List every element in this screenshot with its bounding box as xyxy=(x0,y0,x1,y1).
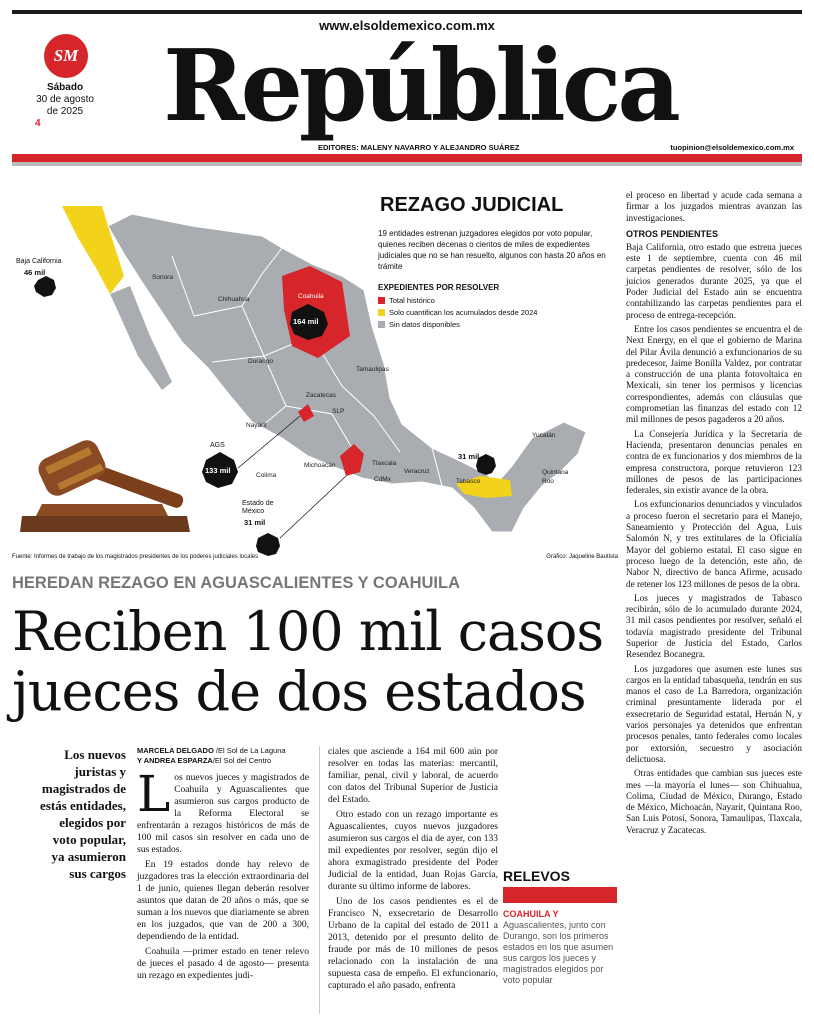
map-label-yucatan: Yucatán xyxy=(532,432,556,439)
red-rule xyxy=(12,154,802,162)
article-kicker: HEREDAN REZAGO EN AGUASCALIENTES Y COAHUILA xyxy=(12,574,460,592)
site-url[interactable]: www.elsoldemexico.com.mx xyxy=(319,18,495,33)
column-divider xyxy=(319,746,320,1014)
map-label-chihuahua: Chihuahua xyxy=(218,296,250,303)
map-label-nayarit: Nayarit xyxy=(246,422,267,429)
red-swatch xyxy=(378,297,385,304)
map-label-tamaulipas: Tamaulipas xyxy=(356,366,389,373)
opinion-email[interactable]: tuopinion@elsoldemexico.com.mx xyxy=(670,143,794,152)
legend-item-sin-datos xyxy=(378,320,460,329)
callout-bc-name: Baja California xyxy=(16,258,62,265)
legend-item-total xyxy=(378,296,435,305)
drop-cap: L xyxy=(137,765,171,823)
map-label-zacatecas: Zacatecas xyxy=(306,392,336,399)
rezago-infographic xyxy=(12,186,618,564)
paragraph: En 19 estados donde hay relevo de juzgadores tras la elección extraordinaria del 1 de junio, quienes llegan deberán resolver asuntos que datan de 20 años o más, que se suman a los nuevos que diariamente se abren en los juzgados, que van de 200 a 300, dependiendo de la entidad. xyxy=(137,860,309,942)
issue-year: de 2025 xyxy=(46,106,84,117)
paragraph: Coahuila —primer estado en tener relevo de jueces el pasado 4 de agosto— presenta un rezago en expedientes judi- xyxy=(137,947,309,981)
map-label-quintana-roo: Quintana Roo xyxy=(542,469,569,485)
section-masthead: República xyxy=(163,29,677,144)
map-label-durango: Durango xyxy=(248,358,273,365)
paragraph: Otro estado con un rezago importante es Aguascalientes, cuyos nuevos juzgadores asumieron sus cargos el día de ayer, con 133 mil expedientes por resolver, según dijo el ahora exmagistrado presidente del Poder Judicial de la entidad, Juan Rojas García, durante su último informe de labores. xyxy=(328,810,498,892)
baja-california-region xyxy=(62,206,124,294)
paragraph: os nuevos jueces y magistrados de Coahuila y Aguascalientes que asumieron sus cargos producto de la Reforma Electoral se enfrentarán a rezagos históricos de más de 100 mil casos sin resolver en cada uno de sus estados. xyxy=(137,773,309,855)
page-number: 4 xyxy=(35,118,41,129)
issue-day: Sábado xyxy=(46,82,84,93)
relevos-text xyxy=(503,903,617,986)
subheading-otros-pendientes: OTROS PENDIENTES xyxy=(626,228,719,239)
gavel-icon xyxy=(20,436,190,532)
legend-label: Sin datos disponibles xyxy=(389,320,460,329)
callout-tabasco-value: 31 mil xyxy=(458,452,480,461)
legend-item-acumulados xyxy=(378,308,537,317)
map-label-slp: SLP xyxy=(332,408,345,415)
map-label-tlaxcala: Tlaxcala xyxy=(372,460,397,467)
callout-edomex-value: 31 mil xyxy=(244,518,266,527)
paragraph: Uno de los casos pendientes es el de Francisco N, exsecretario de Desarrollo Urbano de la capital del estado de 2011 a 2013, detenido por el presunto delito de fraude por más de 10 millones de pesos relacionado con la instalación de una supuesta casa de empeño. El exfuncionario, capturado el año pasado, enfrenta xyxy=(328,897,498,991)
paragraph: ciales que asciende a 164 mil 600 aún por resolver en todas las materias: mercantil, familiar, penal, civil y laboral, de acuerdo con datos del Tribunal Superior de Justicia del Estado. xyxy=(328,747,498,805)
paragraph: Otras entidades que cambian sus jueces este mes —la mayoría el lunes— son Chihuahua, Colima, Ciudad de México, Durango, Estado de México, Michoacán, Nayarit, Quintana Roo, San Luis Potosí, Sonora, Tamaulipas, Tlaxcala, Veracruz y Zacatecas. xyxy=(626,768,802,835)
relevos-sidebar xyxy=(503,862,617,986)
issue-date xyxy=(30,82,100,130)
infographic-title: REZAGO JUDICIAL xyxy=(380,194,564,216)
map-label-veracruz: Veracruz xyxy=(404,468,430,475)
paragraph: Los jueces y magistrados de Tabasco recibirán, sólo de lo acumulado durante 2024, 31 mil casos pendientes por resolver, señaló el todavía magistrado presidente del Tribunal Superior de Justicia del Estado, Carlos Resendez Bocanegra. xyxy=(626,592,802,660)
yellow-swatch xyxy=(378,309,385,316)
sol-de-mexico-logo: SM xyxy=(44,34,88,78)
top-rule xyxy=(12,10,802,14)
map-label-cdmx: CdMx xyxy=(374,476,391,483)
article-column-3 xyxy=(626,190,802,836)
relevos-lead: COAHUILA Y xyxy=(503,909,559,919)
author-2: Y ANDREA ESPARZA xyxy=(137,756,213,765)
paragraph: Baja California, otro estado que estrena jueces este 1 de septiembre, cuenta con 46 mil carpetas pendientes de resolver, sólo de los juicios generados durante 2025, ya que el Poder Judicial del Estado aún se encuentra contabilizando las carpetas pendientes para el proceso de entrega-recepción. xyxy=(626,241,802,320)
infographic-credit: Gráfico: Jaqueline Bautista xyxy=(546,554,618,560)
callout-ags-name: AGS xyxy=(210,442,225,449)
paragraph: el proceso en libertad y acude cada semana a firmar a los juzgados mientras avanzan las investigaciones. xyxy=(626,190,802,223)
legend-label: Solo cuantifican los acumulados desde 2024 xyxy=(389,308,538,317)
callout-edomex-name: Estado de México xyxy=(242,500,274,515)
edomex-marker xyxy=(256,533,280,556)
grey-rule xyxy=(12,162,802,166)
article-byline xyxy=(137,746,286,766)
legend-title: EXPEDIENTES POR RESOLVER xyxy=(378,283,500,292)
map-label-colima: Colima xyxy=(256,472,277,479)
paragraph: La Consejería Jurídica y la Secretaría de Hacienda, presentaron denuncias penales en contra de ex funcionarios y dos miembros de la empresa constructora, porque retuvieron 123 millones de pesos de las participaciones federales, sin existir avance de la obra. xyxy=(626,428,802,496)
paragraph: Los exfuncionarios denunciados y vinculados a proceso fueron el secretario para el Manejo, Saneamiento y Protección del Agua, Luis Salomón N, y tres extitulares de la Oficialía Mayor del gobierno estatal. El caso sigue en proceso luego de la detención, este año, de Nabor N, directivo de banca Afirme, acusado de retener los 123 millones de pesos de la obra. xyxy=(626,499,802,589)
author-1-pub: /El Sol de La Laguna xyxy=(213,746,286,755)
map-label-sonora: Sonora xyxy=(152,274,173,281)
grey-swatch xyxy=(378,321,385,328)
callout-ags-value: 133 mil xyxy=(205,466,231,475)
article-column-1 xyxy=(137,765,309,982)
article-headline: Reciben 100 mil casos jueces de dos estados xyxy=(12,600,604,723)
paragraph: Los juzgadores que asumen este lunes sus cargos en la entidad tabasqueña, tendrán en sus manos el caso de La Barredora, organización criminal presuntamente liderada por el exsecretario de Seguridad estatal, Hernán N, y varios personajes ya detenidos que enfrentan procesos penales, tanto federales como locales por extorsión, secuestro y asociación delictuosa. xyxy=(626,663,802,764)
relevos-title: RELEVOS xyxy=(503,868,570,884)
map-label-michoacan: Michoacán xyxy=(304,462,336,469)
author-2-pub: /El Sol del Centro xyxy=(212,756,272,765)
relevos-body: Aguascalientes, junto con Durango, son los primeros estados en los que asumen sus cargos los jueces y magistrados elegidos por voto popular xyxy=(503,920,614,985)
infographic-intro: 19 entidades estrenan juzgadores elegidos por voto popular, quienes reciben decenas o cientos de miles de expedientes judiciales que no se han resuelto, algunos con hasta 20 años en trámite xyxy=(378,229,606,271)
relevos-red-bar xyxy=(503,887,617,903)
map-label-coahuila: Coahuila xyxy=(298,293,324,300)
infographic-source: Fuente: Informes de trabajo de los magistrados presidentes de los poderes judiciales locales xyxy=(12,554,259,560)
callout-coahuila-value: 164 mil xyxy=(293,317,319,326)
legend-label: Total histórico xyxy=(389,296,435,305)
article-dek: Los nuevos juristas y magistrados de estás entidades, elegidos por voto popular, ya asumieron sus cargos xyxy=(40,747,126,881)
author-1: MARCELA DELGADO xyxy=(137,746,214,755)
map-label-tabasco: Tabasco xyxy=(456,478,481,485)
callout-bc-value: 46 mil xyxy=(24,268,46,277)
editors-line: EDITORES: MALENY NAVARRO Y ALEJANDRO SUÁREZ xyxy=(318,143,520,152)
issue-date-text: 30 de agosto xyxy=(36,94,94,105)
paragraph: Entre los casos pendientes se encuentra el de Next Energy, en el que el gobierno de Marina del Pilar Ávila denunció a exfuncionarios de su predecesor, Jaime Bonilla Valdez, por contratar a construcción de una planta fotovoltaica en Mexicali, sin tener los permisos y licencias correspondientes, además con cláusulas que comprometían las finanzas del estado con 12 mil millones de pesos pagaderos a 20 años. xyxy=(626,323,802,425)
baja-california-marker xyxy=(34,276,56,297)
article-column-2 xyxy=(328,746,498,992)
